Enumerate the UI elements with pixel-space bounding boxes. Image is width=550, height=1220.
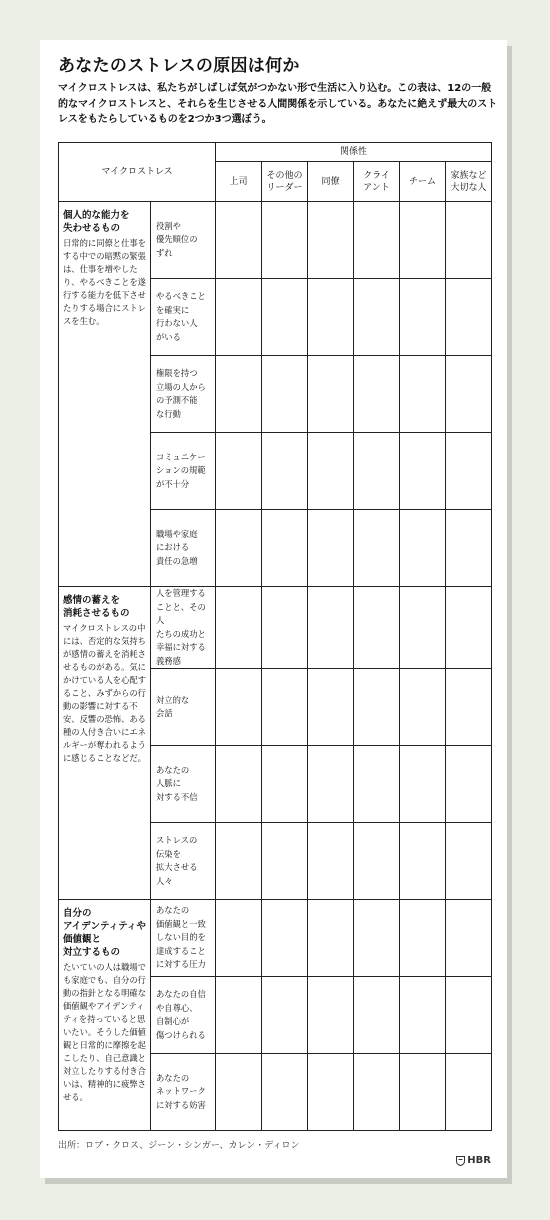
checkbox-cell[interactable] — [446, 510, 492, 587]
column-header: 同僚 — [308, 162, 354, 202]
checkbox-cell[interactable] — [400, 202, 446, 279]
column-header: 家族など 大切な人 — [446, 162, 492, 202]
relation-header: 関係性 — [216, 143, 492, 162]
checkbox-cell[interactable] — [400, 279, 446, 356]
publisher-logo — [456, 1155, 491, 1166]
checkbox-cell[interactable] — [400, 669, 446, 746]
source-credit: 出所：ロブ・クロス、ジーン・シンガー、カレン・ディロン — [58, 1141, 300, 1151]
checkbox-cell[interactable] — [446, 900, 492, 977]
category-description: たいていの人は職場でも家庭でも、自分の行動の指針となる明確な価値観やアイデンティティを持っていると思いたい。そうした価値観と日常的に摩擦を起こしたり、自己意識と対立したりする付き合いは、精神的に疲弊させる。 — [63, 962, 146, 1102]
checkbox-cell[interactable] — [308, 746, 354, 823]
microstress-label: 人を管理する ことと、その人 たちの成功と 幸福に対する 義務感 — [151, 587, 216, 669]
microstress-label: あなたの 人脈に 対する不信 — [151, 746, 216, 823]
microstress-label: 役割や 優先順位の ずれ — [151, 202, 216, 279]
infographic-card — [40, 40, 507, 1178]
category-cell — [59, 202, 151, 587]
category-cell — [59, 900, 151, 1131]
checkbox-cell[interactable] — [262, 977, 308, 1054]
checkbox-cell[interactable] — [262, 587, 308, 669]
microstress-label: やるべきこと を確実に 行わない人 がいる — [151, 279, 216, 356]
checkbox-cell[interactable] — [446, 279, 492, 356]
table-row — [59, 587, 492, 669]
checkbox-cell[interactable] — [262, 669, 308, 746]
checkbox-cell[interactable] — [354, 746, 400, 823]
column-header: その他の リーダー — [262, 162, 308, 202]
checkbox-cell[interactable] — [262, 433, 308, 510]
checkbox-cell[interactable] — [400, 433, 446, 510]
checkbox-cell[interactable] — [400, 587, 446, 669]
checkbox-cell[interactable] — [216, 279, 262, 356]
checkbox-cell[interactable] — [262, 356, 308, 433]
checkbox-cell[interactable] — [354, 823, 400, 900]
checkbox-cell[interactable] — [308, 587, 354, 669]
checkbox-cell[interactable] — [354, 433, 400, 510]
page-title: あなたのストレスの原因は何か — [58, 56, 300, 76]
checkbox-cell[interactable] — [308, 669, 354, 746]
microstress-label: あなたの 価値観と一致 しない目的を 達成すること に対する圧力 — [151, 900, 216, 977]
checkbox-cell[interactable] — [262, 279, 308, 356]
checkbox-cell[interactable] — [216, 977, 262, 1054]
checkbox-cell[interactable] — [262, 1054, 308, 1131]
checkbox-cell[interactable] — [216, 356, 262, 433]
checkbox-cell[interactable] — [262, 823, 308, 900]
category-description: 日常的に同僚と仕事をする中での暗黙の緊張は、仕事を増やしたり、やるべきことを遂行する能力を低下させたりする場合にストレスを生む。 — [63, 238, 146, 326]
checkbox-cell[interactable] — [400, 510, 446, 587]
checkbox-cell[interactable] — [308, 823, 354, 900]
checkbox-cell[interactable] — [262, 900, 308, 977]
checkbox-cell[interactable] — [216, 587, 262, 669]
checkbox-cell[interactable] — [400, 823, 446, 900]
checkbox-cell[interactable] — [216, 433, 262, 510]
category-title: 個人的な能力を 失わせるもの — [63, 210, 130, 234]
checkbox-cell[interactable] — [216, 510, 262, 587]
checkbox-cell[interactable] — [446, 669, 492, 746]
checkbox-cell[interactable] — [308, 433, 354, 510]
logo-text: HBR — [467, 1155, 491, 1166]
checkbox-cell[interactable] — [354, 202, 400, 279]
checkbox-cell[interactable] — [354, 900, 400, 977]
checkbox-cell[interactable] — [446, 977, 492, 1054]
checkbox-cell[interactable] — [354, 587, 400, 669]
microstress-label: コミュニケー ションの規範 が不十分 — [151, 433, 216, 510]
checkbox-cell[interactable] — [262, 510, 308, 587]
checkbox-cell[interactable] — [354, 669, 400, 746]
category-title: 感情の蓄えを 消耗させるもの — [63, 595, 130, 619]
intro-text: マイクロストレスは、私たちがしばしば気がつかない形で生活に入り込む。この表は、12の一般的なマイクロストレスと、それらを生じさせる人間関係を示している。あなたに絶えず最大のストレスをもたらしているものを2つか3つ選ぼう。 — [58, 83, 498, 125]
checkbox-cell[interactable] — [354, 356, 400, 433]
category-title: 自分の アイデンティティや 価値観と 対立するもの — [63, 908, 146, 958]
checkbox-cell[interactable] — [446, 746, 492, 823]
stress-table — [58, 142, 492, 1131]
checkbox-cell[interactable] — [308, 279, 354, 356]
column-header: 上司 — [216, 162, 262, 202]
microstress-label: あなたの ネットワーク に対する妨害 — [151, 1054, 216, 1131]
checkbox-cell[interactable] — [216, 746, 262, 823]
checkbox-cell[interactable] — [400, 746, 446, 823]
checkbox-cell[interactable] — [216, 202, 262, 279]
checkbox-cell[interactable] — [216, 1054, 262, 1131]
checkbox-cell[interactable] — [216, 823, 262, 900]
checkbox-cell[interactable] — [400, 977, 446, 1054]
checkbox-cell[interactable] — [400, 1054, 446, 1131]
checkbox-cell[interactable] — [354, 279, 400, 356]
column-header: チーム — [400, 162, 446, 202]
checkbox-cell[interactable] — [446, 356, 492, 433]
checkbox-cell[interactable] — [216, 900, 262, 977]
checkbox-cell[interactable] — [308, 1054, 354, 1131]
checkbox-cell[interactable] — [262, 202, 308, 279]
checkbox-cell[interactable] — [446, 433, 492, 510]
checkbox-cell[interactable] — [354, 977, 400, 1054]
checkbox-cell[interactable] — [354, 1054, 400, 1131]
microstress-label: 職場や家庭 における 責任の急増 — [151, 510, 216, 587]
microstress-label: 対立的な 会話 — [151, 669, 216, 746]
table-row — [59, 202, 492, 279]
microstress-label: 権限を持つ 立場の人から の予測不能 な行動 — [151, 356, 216, 433]
checkbox-cell[interactable] — [308, 510, 354, 587]
table-row — [59, 900, 492, 977]
checkbox-cell[interactable] — [354, 510, 400, 587]
checkbox-cell[interactable] — [400, 356, 446, 433]
checkbox-cell[interactable] — [262, 746, 308, 823]
column-header: クライ アント — [354, 162, 400, 202]
micro-header: マイクロストレス — [59, 143, 216, 202]
microstress-label: あなたの自信 や自尊心、 自制心が 傷つけられる — [151, 977, 216, 1054]
checkbox-cell[interactable] — [308, 900, 354, 977]
checkbox-cell[interactable] — [446, 823, 492, 900]
hbr-shield-icon — [456, 1156, 465, 1166]
category-cell — [59, 587, 151, 900]
microstress-label: ストレスの 伝染を 拡大させる 人々 — [151, 823, 216, 900]
checkbox-cell[interactable] — [400, 900, 446, 977]
checkbox-cell[interactable] — [308, 356, 354, 433]
checkbox-cell[interactable] — [216, 669, 262, 746]
checkbox-cell[interactable] — [308, 202, 354, 279]
checkbox-cell[interactable] — [308, 977, 354, 1054]
checkbox-cell[interactable] — [446, 1054, 492, 1131]
checkbox-cell[interactable] — [446, 202, 492, 279]
checkbox-cell[interactable] — [446, 587, 492, 669]
category-description: マイクロストレスの中には、否定的な気持ちが感情の蓄えを消耗させるものがある。気にかけている人を心配すること、みずからの行動の影響に対する不安、反響の恐怖、ある種の人付き合いにエネルギーが奪われるように感じることなどだ。 — [63, 623, 146, 763]
